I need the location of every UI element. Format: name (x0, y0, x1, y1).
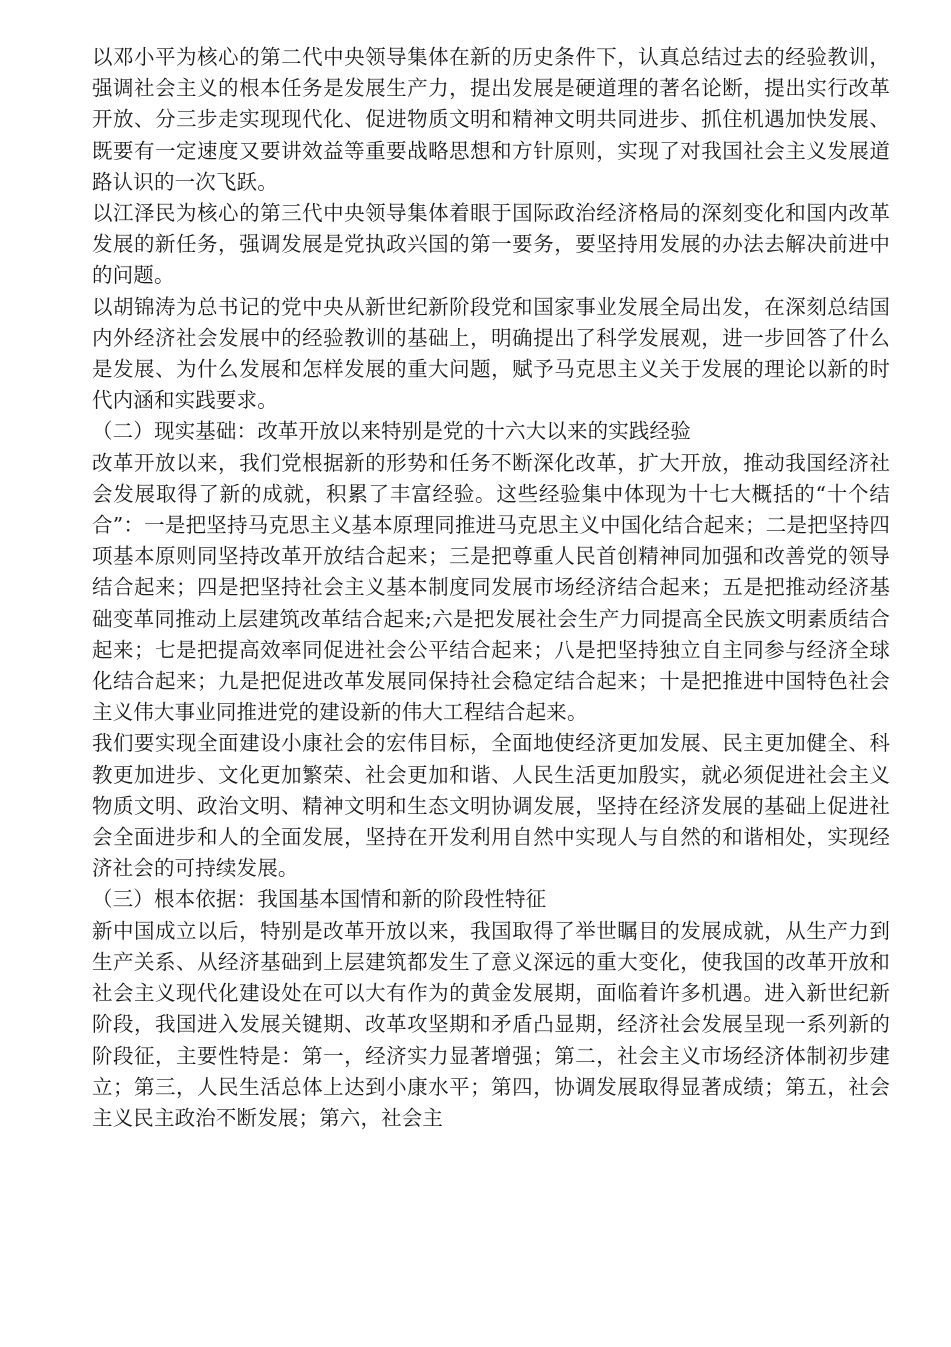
paragraph-xiaokang-goal: 我们要实现全面建设小康社会的宏伟目标，全面地使经济更加发展、民主更加健全、科教更加进步、文化更加繁荣、社会更加和谐、人民生活更加殷实，就必须促进社会主义物质文明、政治文明、精神文明和生态文明协调发展，坚持在经济发展的基础上促进社会全面进步和人的全面发展，坚持在开发利用自然中实现人与自然的和谐相处，实现经济社会的可持续发展。 (92, 731, 890, 881)
paragraph-hu-jintao: 以胡锦涛为总书记的党中央从新世纪新阶段党和国家事业发展全局出发，在深刻总结国内外经济社会发展中的经验教训的基础上，明确提出了科学发展观，进一步回答了什么是发展、为什么发展和怎样发展的重大问题，赋予马克思主义关于发展的理论以新的时代内涵和实践要求。 (92, 294, 890, 413)
section-heading-practical-basis: （二）现实基础：改革开放以来特别是党的十六大以来的实践经验 (92, 419, 691, 444)
paragraph-ten-combinations: 改革开放以来，我们党根据新的形势和任务不断深化改革，扩大开放，推动我国经济社会发展取得了新的成就，积累了丰富经验。这些经验集中体现为十七大概括的“十个结合”：一是把坚持马克思主义基本原理同推进马克思主义中国化结合起来；二是把坚持四项基本原则同坚持改革开放结合起来；三是把尊重人民首创精神同加强和改善党的领导结合起来；四是把坚持社会主义基本制度同发展市场经济结合起来；五是把推动经济基础变革同推动上层建筑改革结合起来;六是把发展社会生产力同提高全民族文明素质结合起来；七是把提高效率同促进社会公平结合起来；八是把坚持独立自主同参与经济全球化结合起来；九是把促进改革发展同保持社会稳定结合起来；十是把推进中国特色社会主义伟大事业同推进党的建设新的伟大工程结合起来。 (92, 450, 890, 725)
paragraph-national-conditions: 新中国成立以后，特别是改革开放以来，我国取得了举世瞩目的发展成就，从生产力到生产关系、从经济基础到上层建筑都发生了意义深远的重大变化，使我国的改革开放和社会主义现代化建设处在可以大有作为的黄金发展期，面临着许多机遇。进入新世纪新阶段，我国进入发展关键期、改革攻坚期和矛盾凸显期，经济社会发展呈现一系列新的阶段征，主要性特是：第一，经济实力显著增强；第二，社会主义市场经济体制初步建立；第三，人民生活总体上达到小康水平；第四，协调发展取得显著成绩；第五，社会主义民主政治不断发展；第六，社会主 (92, 918, 890, 1130)
paragraph-jiang-zemin: 以江泽民为核心的第三代中央领导集体着眼于国际政治经济格局的深刻变化和国内改革发展的新任务，强调发展是党执政兴国的第一要务，要坚持用发展的办法去解决前进中的问题。 (92, 201, 890, 288)
document-page (92, 42, 890, 1134)
section-heading-fundamental-basis: （三）根本依据：我国基本国情和新的阶段性特征 (92, 887, 547, 912)
paragraph-deng-xiaoping: 以邓小平为核心的第二代中央领导集体在新的历史条件下，认真总结过去的经验教训，强调社会主义的根本任务是发展生产力，提出发展是硬道理的著名论断，提出实行改革开放、分三步走实现现代化、促进物质文明和精神文明共同进步、抓住机遇加快发展、既要有一定速度又要讲效益等重要战略思想和方针原则，实现了对我国社会主义发展道路认识的一次飞跃。 (92, 45, 890, 194)
